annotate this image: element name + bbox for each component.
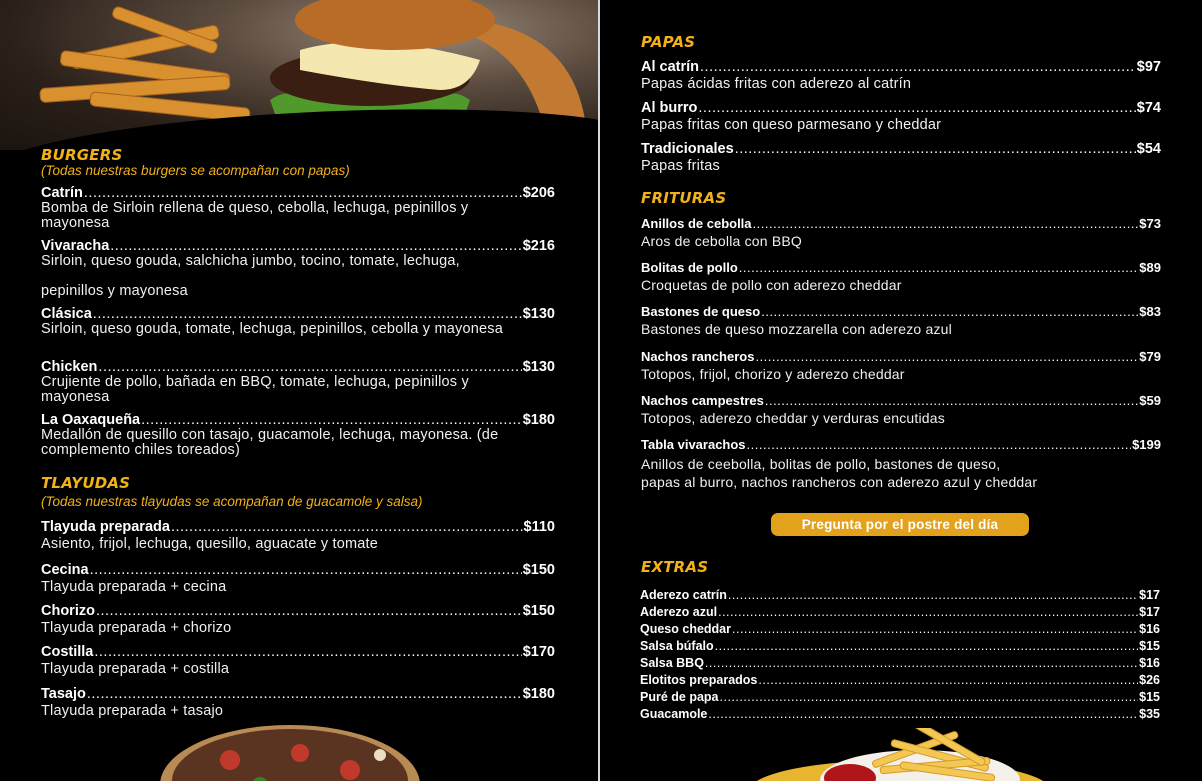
menu-item-tradicionales — [641, 141, 1161, 174]
item-price: $54 — [1136, 141, 1161, 157]
fries-image — [740, 728, 1060, 781]
extra-item-aderezo-azul — [640, 604, 1160, 621]
item-price: $89 — [1139, 260, 1161, 275]
item-description: Medallón de quesillo con tasajo, guacamole, lechuga, mayonesa. (de complemento chiles toreados) — [41, 427, 499, 458]
item-description: Tlayuda preparada + costilla — [41, 661, 230, 677]
item-name: Tradicionales — [641, 141, 734, 157]
menu-item-vivaracha — [41, 238, 555, 299]
item-name: Tabla vivarachos — [641, 437, 746, 452]
papas-section-title: PAPAS — [641, 33, 696, 51]
item-price: $26 — [1139, 673, 1160, 687]
item-description: Totopos, aderezo cheddar y verduras encutidas — [641, 410, 945, 426]
item-name: Salsa BBQ — [640, 656, 704, 670]
menu-item-chorizo — [41, 603, 555, 636]
menu-item-costilla — [41, 644, 555, 677]
item-name: Bolitas de pollo — [641, 260, 738, 275]
item-description: Sirloin, queso gouda, tomate, lechuga, pepinillos, cebolla y mayonesa — [41, 321, 503, 337]
item-name: Tasajo — [41, 686, 86, 702]
menu-item-nachos-campestres — [641, 392, 1161, 426]
item-price: $216 — [522, 238, 555, 254]
item-name: Puré de papa — [640, 690, 719, 704]
extra-item-salsa-bufalo — [640, 638, 1160, 655]
item-price: $16 — [1139, 656, 1160, 670]
item-price: $35 — [1139, 707, 1160, 721]
item-description: Sirloin, queso gouda, salchicha jumbo, tocino, tomate, lechuga, — [41, 253, 460, 269]
menu-item-tabla-vivarachos — [641, 436, 1161, 491]
extras-list — [640, 587, 1160, 723]
menu-item-tlayuda-preparada — [41, 519, 555, 552]
menu-item-cecina — [41, 562, 555, 595]
item-name: La Oaxaqueña — [41, 412, 141, 428]
item-price: $15 — [1139, 639, 1160, 653]
item-price: $83 — [1139, 304, 1161, 319]
item-name: Guacamole — [640, 707, 708, 721]
menu-item-chicken — [41, 359, 555, 405]
left-menu-page — [0, 0, 598, 781]
burger-hero-image — [0, 0, 598, 150]
item-name: Costilla — [41, 644, 94, 660]
item-name: Catrín — [41, 185, 83, 201]
item-price: $73 — [1139, 216, 1161, 231]
item-description: Crujiente de pollo, bañada en BBQ, tomate, lechuga, pepinillos y mayonesa — [41, 374, 469, 405]
item-description: Asiento, frijol, lechuga, quesillo, aguacate y tomate — [41, 536, 379, 552]
item-description: Tlayuda preparada + chorizo — [41, 620, 232, 636]
item-description: Croquetas de pollo con aderezo cheddar — [641, 277, 902, 293]
tlayudas-section-title: TLAYUDAS — [41, 474, 131, 492]
item-description: Papas fritas con queso parmesano y cheddar — [641, 117, 942, 133]
item-name: Bastones de queso — [641, 304, 761, 319]
item-price: $16 — [1139, 622, 1160, 636]
item-price: $79 — [1139, 349, 1161, 364]
item-name: Cecina — [41, 562, 89, 578]
right-menu-page — [600, 0, 1202, 781]
menu-item-la-oaxaquena — [41, 412, 555, 458]
item-description-cont: pepinillos y mayonesa — [41, 283, 188, 299]
item-description: Bomba de Sirloin rellena de queso, cebolla, lechuga, pepinillos y mayonesa — [41, 200, 469, 231]
item-price: $74 — [1136, 100, 1161, 116]
item-price: $17 — [1139, 605, 1160, 619]
extras-section-title: EXTRAS — [641, 558, 709, 576]
menu-item-al-catrin — [641, 59, 1161, 92]
burgers-section-title: BURGERS — [41, 146, 123, 164]
menu-item-anillos-de-cebolla — [641, 215, 1161, 249]
item-name: Nachos campestres — [641, 393, 764, 408]
extra-item-elotitos-preparados — [640, 672, 1160, 689]
item-description: Papas fritas — [641, 158, 720, 174]
item-price: $130 — [522, 306, 555, 322]
menu-item-nachos-rancheros — [641, 348, 1161, 382]
item-price: $110 — [523, 519, 555, 535]
item-name: Chicken — [41, 359, 98, 375]
item-price: $170 — [522, 644, 555, 660]
item-description: Totopos, frijol, chorizo y aderezo cheddar — [641, 366, 905, 382]
item-price: $206 — [522, 185, 555, 201]
item-price: $59 — [1139, 393, 1161, 408]
item-name: Tlayuda preparada — [41, 519, 170, 535]
item-description: Bastones de queso mozzarella con aderezo azul — [641, 321, 952, 337]
item-description: Tlayuda preparada + tasajo — [41, 703, 224, 719]
tlayuda-image — [150, 715, 430, 781]
item-description: Aros de cebolla con BBQ — [641, 233, 803, 249]
extra-item-queso-cheddar — [640, 621, 1160, 638]
extra-item-pure-de-papa — [640, 689, 1160, 706]
item-price: $17 — [1139, 588, 1160, 602]
menu-item-clasica — [41, 306, 555, 337]
menu-item-bastones-de-queso — [641, 303, 1161, 337]
item-price: $150 — [522, 603, 555, 619]
menu-item-al-burro — [641, 100, 1161, 133]
item-name: Aderezo catrín — [640, 588, 727, 602]
extra-item-guacamole — [640, 706, 1160, 723]
extra-item-aderezo-catrin — [640, 587, 1160, 604]
burgers-section-note: (Todas nuestras burgers se acompañan con papas) — [41, 163, 350, 178]
dessert-badge: Pregunta por el postre del día — [771, 513, 1029, 536]
menu-item-catrin — [41, 185, 555, 231]
item-description: Anillos de ceebolla, bolitas de pollo, bastones de queso, — [641, 456, 1001, 472]
item-name: Clásica — [41, 306, 92, 322]
item-description-cont: papas al burro, nachos rancheros con aderezo azul y cheddar — [641, 474, 1038, 490]
item-name: Al catrín — [641, 59, 700, 75]
item-price: $180 — [522, 412, 555, 428]
item-name: Anillos de cebolla — [641, 216, 752, 231]
item-price: $199 — [1132, 437, 1161, 452]
item-price: $150 — [522, 562, 555, 578]
item-name: Al burro — [641, 100, 698, 116]
item-price: $15 — [1139, 690, 1160, 704]
tlayudas-section-note: (Todas nuestras tlayudas se acompañan de guacamole y salsa) — [41, 494, 423, 509]
item-name: Queso cheddar — [640, 622, 731, 636]
item-name: Elotitos preparados — [640, 673, 758, 687]
item-price: $97 — [1136, 59, 1161, 75]
item-description: Papas ácidas fritas con aderezo al catrín — [641, 76, 912, 92]
frituras-section-title: FRITURAS — [641, 189, 727, 207]
item-price: $180 — [522, 686, 555, 702]
item-name: Aderezo azul — [640, 605, 718, 619]
item-price: $130 — [522, 359, 555, 375]
item-name: Nachos rancheros — [641, 349, 755, 364]
menu-item-bolitas-de-pollo — [641, 259, 1161, 293]
item-description: Tlayuda preparada + cecina — [41, 579, 227, 595]
item-name: Salsa búfalo — [640, 639, 714, 653]
item-name: Chorizo — [41, 603, 95, 619]
item-name: Vivaracha — [41, 238, 110, 254]
extra-item-salsa-bbq — [640, 655, 1160, 672]
